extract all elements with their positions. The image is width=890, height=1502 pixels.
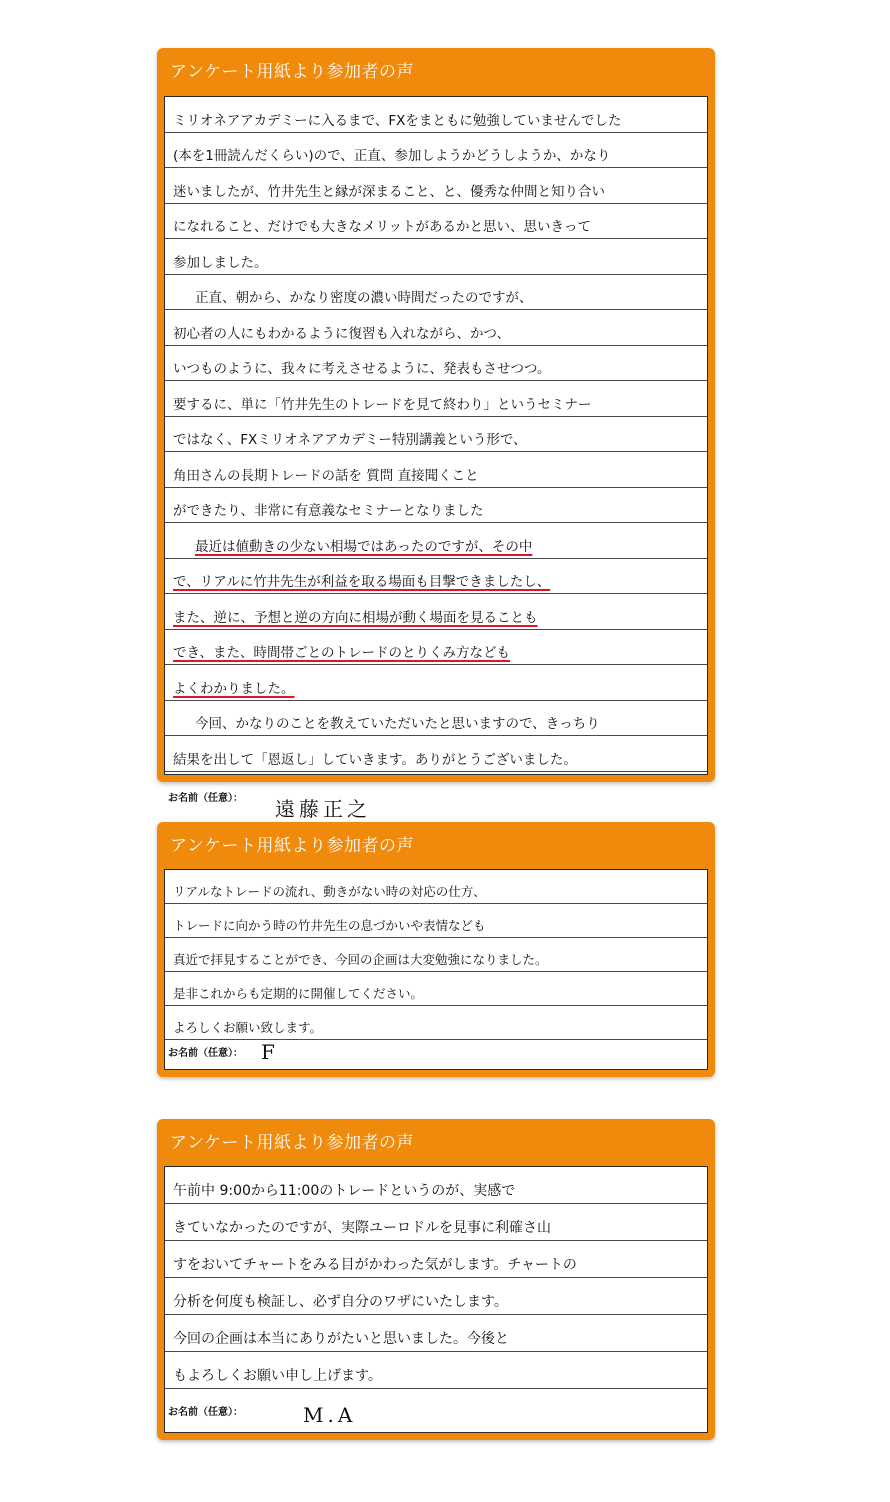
testimonial-card-3 (157, 1119, 715, 1440)
ruled-line (165, 452, 707, 488)
handwritten-line: 初心者の人にもわかるように復習も入れながら、かつ、 (173, 325, 510, 342)
name-value: 遠藤正之 (275, 797, 371, 821)
handwritten-line: もよろしくお願い申し上げます。 (173, 1368, 382, 1384)
handwritten-line: 最近は値動きの少ない相場ではあったのですが、その中 (195, 538, 533, 555)
ruled-line (165, 1167, 707, 1204)
testimonial-card-1 (157, 48, 715, 821)
handwritten-line: ではなく、FXミリオネアアカデミー特別講義という形で、 (173, 432, 527, 448)
handwritten-line: トレードに向かう時の竹井先生の息づかいや表情なども (173, 918, 486, 933)
ruled-line (165, 1315, 707, 1352)
handwritten-line: 真近で拝見することができ、今回の企画は大変勉強になりました。 (173, 952, 548, 967)
ruled-line (165, 168, 707, 204)
ruled-line (165, 275, 707, 311)
handwritten-line: 是非これからも定期的に開催してください。 (173, 986, 424, 1001)
ruled-line (165, 1278, 707, 1315)
ruled-line (165, 594, 707, 630)
handwritten-line: いつものように、我々に考えさせるように、発表もさせつつ。 (173, 361, 551, 377)
ruled-line (165, 972, 707, 1006)
ruled-line (165, 1204, 707, 1241)
ruled-line (165, 665, 707, 701)
ruled-line (165, 204, 707, 240)
handwritten-line: でき、また、時間帯ごとのトレードのとりくみ方なども (173, 645, 510, 661)
ruled-line (165, 381, 707, 417)
handwritten-line: ミリオネアアカデミーに入るまで、FXをまともに勉強していませんでした (173, 112, 622, 129)
ruled-line (165, 1241, 707, 1278)
ruled-line (165, 1006, 707, 1040)
card-header: アンケート用紙より参加者の声 (170, 836, 414, 856)
handwritten-line: で、リアルに竹井先生が利益を取る場面も目撃できましたし、 (173, 574, 551, 590)
name-value: F (261, 1040, 279, 1064)
handwritten-line: 結果を出して「恩返し」していきます。ありがとうございました。 (173, 751, 577, 768)
card-header: アンケート用紙より参加者の声 (170, 1133, 414, 1153)
ruled-line (165, 870, 707, 904)
ruled-line (165, 701, 707, 737)
handwritten-line: 角田さんの長期トレードの話を 質問 直接聞くこと (173, 467, 479, 484)
handwritten-line: よくわかりました。 (173, 680, 295, 697)
ruled-line (165, 523, 707, 559)
handwritten-sheet (164, 96, 708, 821)
ruled-line (165, 488, 707, 524)
handwritten-line: ができたり、非常に有意義なセミナーとなりました (173, 503, 484, 519)
handwritten-line: よろしくお願い致します。 (173, 1020, 323, 1035)
handwritten-line: リアルなトレードの流れ、動きがない時の対応の仕方、 (173, 884, 486, 899)
handwritten-sheet (164, 1166, 708, 1433)
handwritten-line: すをおいてチャートをみる目がかわった気がします。チャートの (173, 1257, 577, 1273)
ruled-line (165, 133, 707, 169)
name-label: お名前（任意）： (168, 793, 243, 804)
ruled-line (165, 904, 707, 938)
name-value: M.A (303, 1403, 357, 1427)
handwritten-line: 参加しました。 (173, 254, 268, 271)
ruled-line (165, 97, 707, 133)
ruled-line (165, 736, 707, 772)
name-label: お名前（任意）： (168, 1048, 243, 1059)
ruled-line (165, 938, 707, 972)
ruled-line (165, 346, 707, 382)
handwritten-line: (本を1冊読んだくらい)ので、正直、参加しようかどうしようか、かなり (173, 148, 611, 164)
handwritten-line: 正直、朝から、かなり密度の濃い時間だったのですが、 (195, 290, 533, 306)
testimonial-card-2 (157, 822, 715, 1077)
handwritten-line: きていなかったのですが、実際ユーロドルを見事に利確さ山 (173, 1220, 551, 1236)
handwritten-line: 分析を何度も検証し、必ず自分のワザにいたします。 (173, 1294, 508, 1310)
ruled-line (165, 1352, 707, 1389)
handwritten-line: 要するに、単に「竹井先生のトレードを見て終わり」というセミナー (173, 396, 592, 413)
handwritten-sheet (164, 869, 708, 1070)
handwritten-line: 迷いましたが、竹井先生と縁が深まること、と、優秀な仲間と知り合い (173, 183, 605, 200)
name-label: お名前（任意）： (168, 1407, 243, 1418)
handwritten-line: 今回の企画は本当にありがたいと思いました。今後と (173, 1331, 509, 1347)
ruled-line (165, 417, 707, 453)
handwritten-line: 今回、かなりのことを教えていただいたと思いますので、きっちり (195, 716, 600, 732)
ruled-line (165, 310, 707, 346)
handwritten-line: になれること、だけでも大きなメリットがあるかと思い、思いきって (173, 219, 591, 235)
card-header: アンケート用紙より参加者の声 (170, 62, 414, 82)
ruled-line (165, 630, 707, 666)
ruled-line (165, 559, 707, 595)
ruled-line (165, 239, 707, 275)
handwritten-line: また、逆に、予想と逆の方向に相場が動く場面を見ることも (173, 609, 538, 626)
handwritten-line: 午前中 9:00から11:00のトレードというのが、実感で (173, 1183, 516, 1199)
